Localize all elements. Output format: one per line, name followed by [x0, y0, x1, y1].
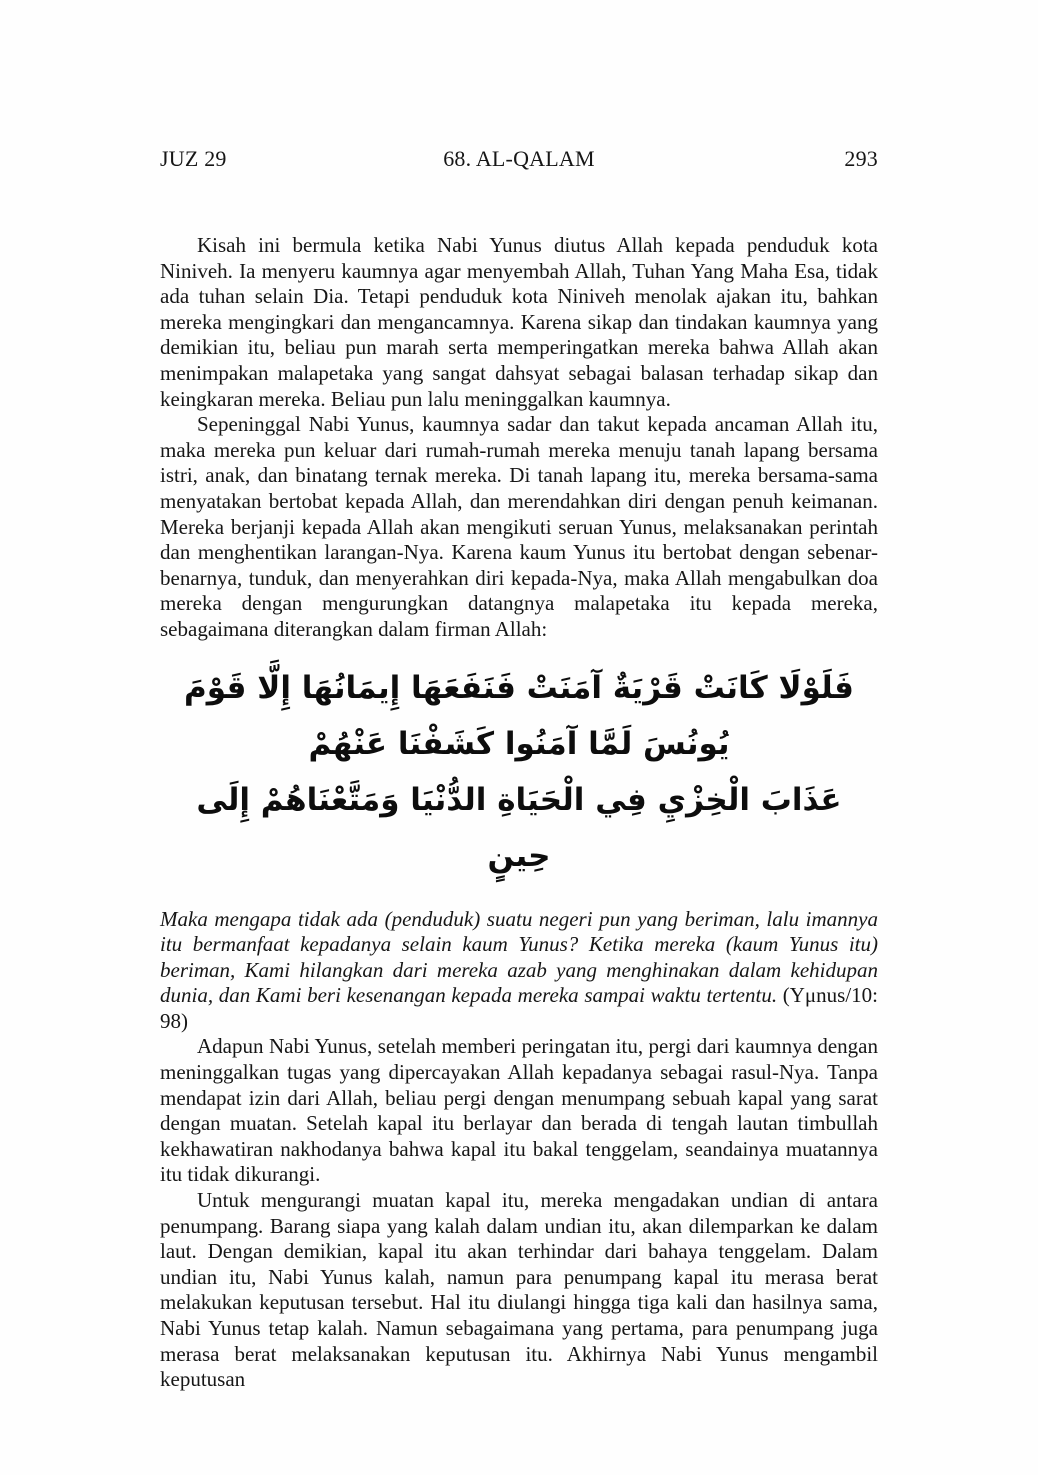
paragraph-adapun-nabi-yunus: Adapun Nabi Yunus, setelah memberi peringatan itu, pergi dari kaumnya dengan meninggalkan tugas yang dipercayakan Allah kepadanya sebagai rasul-Nya. Tanpa mendapat izin dari Allah, beliau pergi dengan menumpang sebuah kapal yang sarat dengan muatan. Setelah kapal itu berlayar dan berada di tengah lautan timbullah kekhawatiran nakhodanya bahwa kapal itu bakal tenggelam, seandainya muatannya itu tidak dikurangi. [160, 1034, 878, 1187]
paragraph-kisah-bermula: Kisah ini bermula ketika Nabi Yunus diutus Allah kepada penduduk kota Niniveh. Ia menyeru kaumnya agar menyembah Allah, Tuhan Yang Maha Esa, tidak ada tuhan selain Dia. Tetapi penduduk kota Niniveh menolak ajakan itu, bahkan mereka mengingkari dan mengancamnya. Karena sikap dan tindakan kaumnya yang demikian itu, beliau pun marah serta memperingatkan mereka bahwa Allah akan menimpakan malapetaka yang sangat dahsyat sebagai balasan terhadap sikap dan keingkaran mereka. Beliau pun lalu meninggalkan kaumnya. [160, 233, 878, 411]
arabic-verse-yunus-10-98 [160, 660, 878, 884]
paragraph-untuk-mengurangi: Untuk mengurangi muatan kapal itu, mereka mengadakan undian di antara penumpang. Barang siapa yang kalah dalam undian itu, akan dilemparkan ke dalam laut. Dengan demikian, kapal itu akan terhindar dari bahaya tenggelam. Dalam undian itu, Nabi Yunus kalah, namun para penumpang kapal itu merasa berat melakukan keputusan tersebut. Hal itu diulangi hingga tiga kali dan hasilnya sama, Nabi Yunus tetap kalah. Namun sebagaimana yang pertama, para penumpang juga merasa berat melaksanakan keputusan itu. Akhirnya Nabi Yunus mengambil keputusan [160, 1188, 878, 1392]
page-body [160, 233, 878, 1393]
verse-reference: (Yμnus/10: 98) [160, 983, 879, 1033]
verse-translation [160, 907, 878, 1035]
header-page-number: 293 [844, 146, 878, 171]
arabic-verse-line-2: عَذَابَ الْخِزْيِ فِي الْحَيَاةِ الدُّنْيَا وَمَتَّعْنَاهُمْ إِلَى حِينٍ [196, 781, 842, 874]
header-surah-title: 68. AL-QALAM [443, 146, 595, 171]
header-juz-label: JUZ 29 [160, 146, 227, 171]
paragraph-sepeninggal: Sepeninggal Nabi Yunus, kaumnya sadar dan takut kepada ancaman Allah itu, maka mereka pun keluar dari rumah-rumah mereka menuju tanah lapang bersama istri, anak, dan binatang ternak mereka. Di tanah lapang itu, mereka bersama-sama menyatakan bertobat kepada Allah, dan merendahkan diri dengan penuh keimanan. Mereka berjanji kepada Allah akan mengikuti seruan Yunus, melaksanakan perintah dan menghentikan larangan-Nya. Karena kaum Yunus itu bertobat dengan sebenar-benarnya, tunduk, dan menyerahkan diri kepada-Nya, maka Allah mengabulkan doa mereka dengan mengurungkan datangnya malapetaka itu kepada mereka, sebagaimana diterangkan dalam firman Allah: [160, 412, 878, 641]
page-header [160, 146, 878, 172]
arabic-verse-line-1: فَلَوْلَا كَانَتْ قَرْيَةٌ آمَنَتْ فَنَفَعَهَا إِيمَانُهَا إِلَّا قَوْمَ يُونُسَ لَمَّا آمَنُوا كَشَفْنَا عَنْهُمْ [184, 669, 854, 762]
verse-translation-text: Maka mengapa tidak ada (penduduk) suatu negeri pun yang beriman, lalu imannya itu bermanfaat kepadanya selain kaum Yunus? Ketika mereka (kaum Yunus itu) beriman, Kami hilangkan dari mereka azab yang menghinakan dalam kehidupan dunia, dan Kami beri kesenangan kepada mereka sampai waktu tertentu. [160, 906, 878, 1008]
